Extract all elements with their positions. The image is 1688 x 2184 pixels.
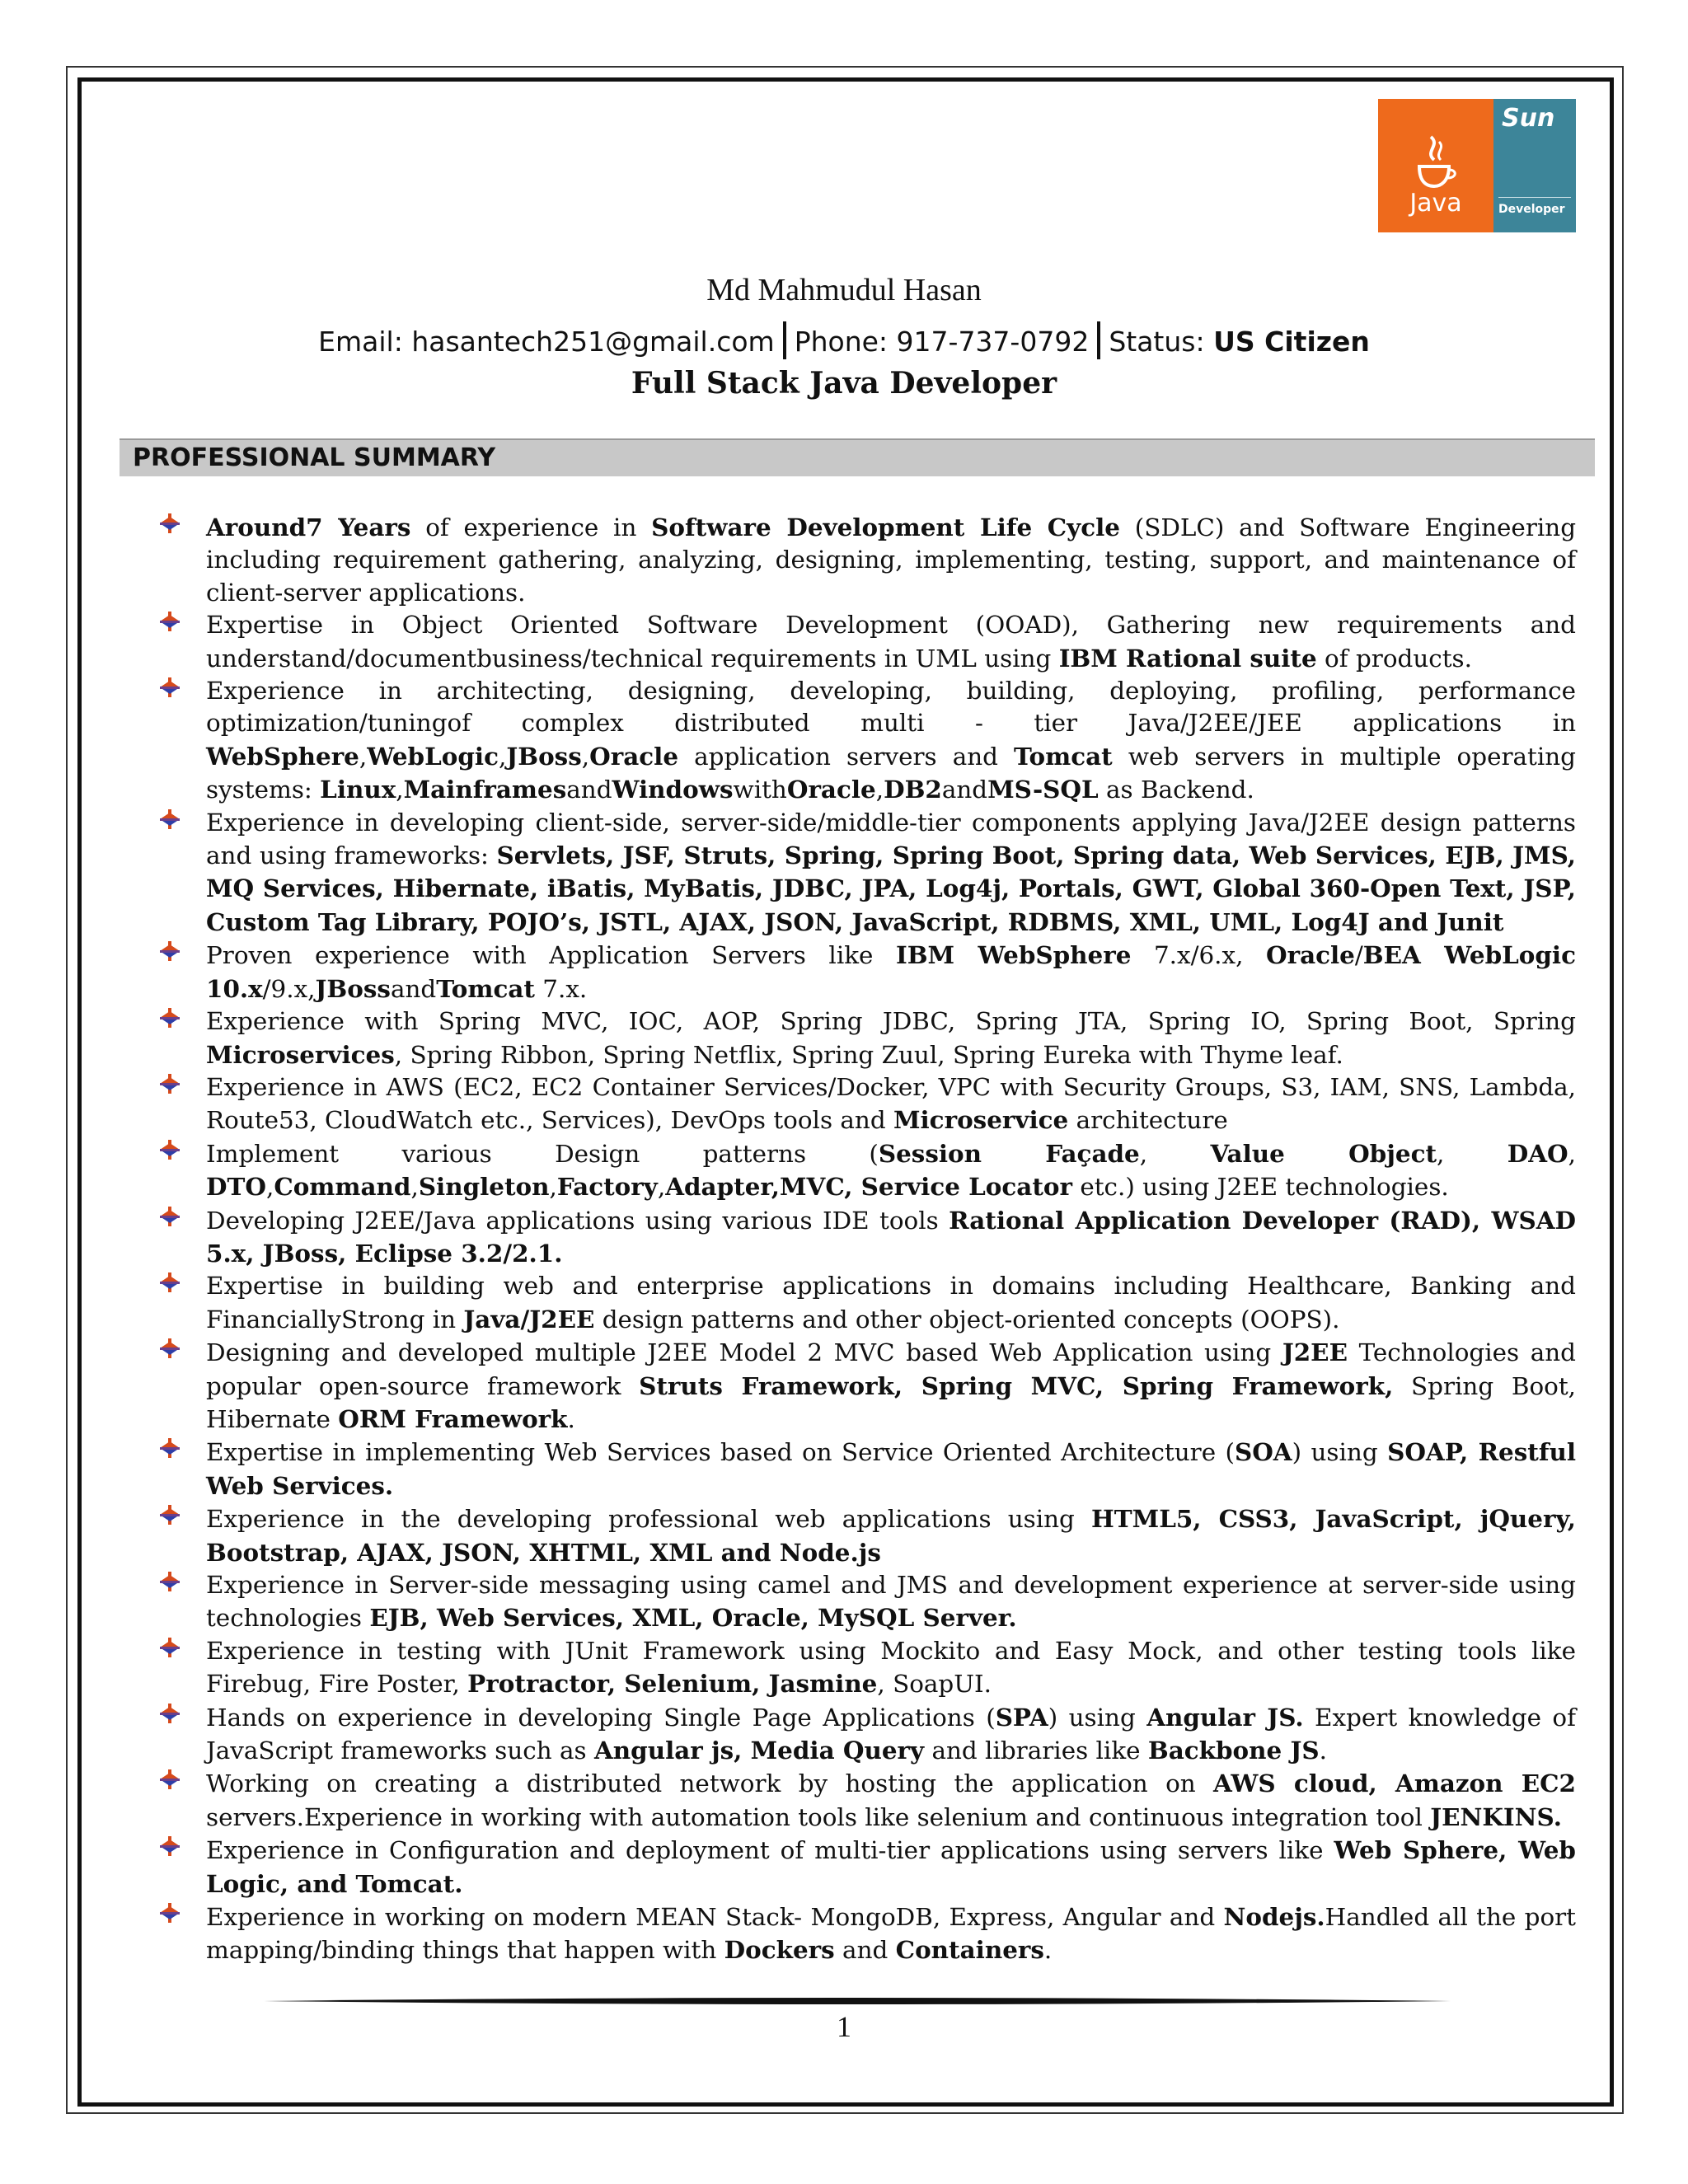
summary-text: Spring Boot, Hibernate [206, 1371, 1576, 1433]
summary-keyword: Java/J2EE [463, 1304, 595, 1333]
summary-keyword: HTML5, CSS3, JavaScript, jQuery, Bootstrap, AJAX, JSON, XHTML, XML and Node.js [206, 1504, 1576, 1567]
summary-keyword: Angular js, Media Query [593, 1736, 925, 1765]
arrow-bullet-icon [158, 610, 181, 633]
summary-keyword: SOA [1234, 1437, 1292, 1467]
summary-keyword: Microservice [893, 1105, 1069, 1135]
candidate-name: Md Mahmudul Hasan [706, 273, 982, 307]
arrow-bullet-icon [158, 1072, 181, 1095]
summary-item [206, 511, 1576, 609]
summary-keyword: BEA WebLogic 10.x [206, 940, 1576, 1003]
summary-item [206, 1336, 1576, 1436]
summary-keyword: AWS cloud, Amazon EC2 [1213, 1769, 1577, 1798]
summary-keyword: Backbone JS [1147, 1736, 1320, 1765]
summary-keyword: MS-SQL [987, 775, 1099, 804]
arrow-bullet-icon [158, 512, 181, 535]
contact-line [0, 321, 1688, 359]
page-number: 1 [837, 2010, 851, 2043]
summary-keyword: Windows [612, 775, 734, 804]
summary-text: , [410, 1173, 419, 1202]
summary-keyword: WebLogic [367, 741, 499, 771]
arrow-bullet-icon [158, 1006, 181, 1029]
summary-keyword: Adapter,MVC, Service Locator [665, 1172, 1073, 1202]
summary-keyword: Tomcat [1014, 741, 1113, 771]
arrow-bullet-icon [158, 1138, 181, 1161]
summary-text: . [1043, 1936, 1053, 1965]
summary-keyword: Session Façade [878, 1138, 1140, 1168]
email-value[interactable]: hasantech251@gmail.com [411, 326, 775, 358]
summary-text: , [498, 742, 507, 771]
summary-keyword: EJB, Web Services, XML, Oracle, MySQL Server. [369, 1603, 1017, 1633]
summary-keyword: WebSphere [206, 741, 359, 771]
summary-text: Hands on experience in developing Single Page Applications ( [206, 1703, 996, 1732]
summary-item [206, 609, 1576, 675]
summary-text: and [390, 974, 437, 1003]
summary-text: , [265, 1173, 274, 1202]
arrow-bullet-icon [158, 676, 181, 699]
summary-keyword: Microservices [206, 1039, 395, 1069]
section-heading-professional-summary: PROFESSIONAL SUMMARY [120, 438, 1595, 476]
summary-keyword: Protractor, Selenium, Jasmine [467, 1669, 878, 1699]
java-wordmark: Java [1409, 189, 1462, 218]
summary-item [206, 1005, 1576, 1071]
status-value: US Citizen [1213, 326, 1370, 358]
summary-text: etc.) using J2EE technologies. [1072, 1173, 1449, 1202]
summary-item [206, 1270, 1576, 1336]
summary-text: . [567, 1404, 575, 1433]
arrow-bullet-icon [158, 1570, 181, 1593]
phone-value[interactable]: 917-737-0792 [896, 326, 1090, 358]
summary-text: Expert knowledge of JavaScript frameworks such as [206, 1703, 1576, 1765]
summary-keyword: DAO [1507, 1138, 1568, 1168]
sun-logo-panel [1493, 99, 1576, 232]
summary-text: and [566, 776, 612, 804]
summary-item [206, 1137, 1576, 1204]
summary-text: Experience in the developing professional web applications using [206, 1505, 1092, 1534]
arrow-bullet-icon [158, 808, 181, 831]
summary-keyword: IBM Rational suite [1058, 643, 1317, 673]
summary-keyword: DTO [206, 1172, 266, 1202]
sun-java-developer-logo [1378, 99, 1576, 232]
summary-keyword: ORM Framework [338, 1404, 568, 1433]
summary-keyword: Web Sphere, Web Logic, and Tomcat. [206, 1835, 1576, 1898]
summary-keyword: Struts Framework, Spring MVC, Spring Framework, [639, 1371, 1394, 1400]
arrow-bullet-icon [158, 940, 181, 963]
summary-item [206, 1834, 1576, 1900]
summary-text: , Spring Ribbon, Spring Netflix, Spring Zuul, Spring Eureka with Thyme leaf. [394, 1040, 1343, 1069]
summary-text: Expertise in Object Oriented Software Development (OOAD), Gathering new requirements and understand/documentbusiness/technical requirements in UML using [206, 611, 1576, 673]
arrow-bullet-icon [158, 1702, 181, 1725]
summary-text: ) using [1292, 1438, 1388, 1467]
summary-item [206, 1204, 1576, 1271]
summary-text: , [657, 1173, 666, 1202]
summary-keyword: Oracle [589, 741, 679, 771]
summary-keyword: Containers [895, 1935, 1044, 1965]
summary-text: , [359, 742, 368, 771]
summary-keyword: Angular JS. [1146, 1702, 1304, 1732]
summary-text: Implement various Design patterns ( [206, 1139, 879, 1168]
summary-item [206, 675, 1576, 807]
summary-text: , [1568, 1139, 1576, 1168]
status-label: Status: [1109, 326, 1214, 358]
summary-text: , [549, 1173, 557, 1202]
summary-keyword: Nodejs. [1223, 1902, 1325, 1932]
summary-text: Experience in developing client-side, server-side/middle-tier components applying Java/J2EE design patterns and using frameworks: [206, 808, 1576, 870]
email-label: Email: [318, 326, 412, 358]
summary-text: of experience in [410, 513, 652, 541]
summary-keyword: Dockers [724, 1935, 835, 1965]
arrow-bullet-icon [158, 1503, 181, 1526]
summary-text: design patterns and other object-oriented concepts (OOPS). [594, 1305, 1340, 1333]
summary-keyword: Mainframes [403, 775, 567, 804]
summary-text: web servers in multiple operating systems: [206, 742, 1576, 804]
summary-text: application servers and [678, 742, 1015, 771]
summary-keyword: Servlets, JSF, Struts, Spring, Spring Boot, Spring data, Web Services, EJB, JMS, MQ Services, Hibernate, iBatis, MyBatis, JDBC, JPA, Log4j, Portals, GWT, Global 360-Open Text, JSP, Custom Tag Library, POJO’s, JSTL, AJAX, JSON, JavaScript, RDBMS, XML, UML, Log4J and Junit [206, 841, 1576, 936]
summary-list [206, 511, 1576, 1967]
summary-text: . [1319, 1736, 1327, 1765]
arrow-bullet-icon [158, 1271, 181, 1294]
summary-keyword: JENKINS. [1430, 1802, 1562, 1831]
summary-text: , [1437, 1139, 1507, 1168]
summary-text: architecture [1068, 1106, 1228, 1135]
summary-keyword: DB2 [884, 775, 942, 804]
summary-keyword: Linux [320, 775, 396, 804]
summary-text: Experience in testing with JUnit Framework using Mockito and Easy Mock, and other testing tools like Firebug, Fire Poster, [206, 1636, 1576, 1699]
summary-text: Working on creating a distributed network by hosting the application on [206, 1769, 1214, 1798]
summary-text: and [941, 776, 988, 804]
sun-wordmark: Sun [1502, 104, 1555, 133]
summary-keyword: Oracle [786, 775, 876, 804]
summary-keyword: Oracle [1265, 940, 1355, 970]
summary-text: Proven experience with Application Servers like [206, 941, 896, 970]
java-cup-icon [1413, 134, 1459, 191]
summary-text: ) using [1048, 1703, 1147, 1732]
summary-text: Experience in Configuration and deployment of multi-tier applications using servers like [206, 1836, 1334, 1865]
summary-keyword: Factory [556, 1172, 658, 1202]
summary-keyword: JBoss [315, 973, 391, 1003]
arrow-bullet-icon [158, 1768, 181, 1791]
summary-keyword: Rational Application Developer (RAD), WSAD 5.x, JBoss, Eclipse 3.2/2.1. [206, 1205, 1576, 1268]
summary-item [206, 807, 1576, 940]
summary-text: and libraries like [924, 1736, 1148, 1765]
contact-separator [783, 321, 786, 359]
summary-text: Technologies and popular open-source framework [206, 1338, 1576, 1400]
summary-text: (SDLC) and Software Engineering including requirement gathering, analyzing, designing, implementing, testing, support, and maintenance of client-server applications. [206, 513, 1577, 607]
summary-item [206, 1900, 1576, 1967]
summary-keyword: Software Development Life Cycle [651, 513, 1121, 541]
summary-item [206, 1635, 1576, 1701]
summary-text: Experience in Server-side messaging using camel and JMS and development experience at server-side using technologies [206, 1571, 1576, 1633]
summary-text: 7.x. [534, 974, 588, 1003]
phone-label: Phone: [794, 326, 897, 358]
summary-text: , [875, 776, 884, 804]
arrow-bullet-icon [158, 1636, 181, 1659]
arrow-bullet-icon [158, 1337, 181, 1360]
summary-text: and [834, 1936, 896, 1965]
footer-divider [264, 1998, 1451, 2004]
summary-text: , SoapUI. [877, 1670, 992, 1699]
summary-keyword: Command [274, 1172, 411, 1202]
summary-item [206, 1436, 1576, 1502]
summary-keyword: Singleton [418, 1172, 550, 1202]
summary-item [206, 1502, 1576, 1569]
summary-keyword: SPA [995, 1702, 1048, 1732]
summary-text: Experience with Spring MVC, IOC, AOP, Spring JDBC, Spring JTA, Spring IO, Spring Boot, Spring [206, 1007, 1576, 1036]
developer-badge-text: Developer [1498, 203, 1565, 216]
summary-keyword: Around7 Years [206, 513, 411, 541]
arrow-bullet-icon [158, 1901, 181, 1924]
arrow-bullet-icon [158, 1436, 181, 1460]
summary-keyword: Value Object [1210, 1138, 1437, 1168]
contact-separator [1097, 321, 1100, 359]
summary-text: of products. [1316, 644, 1472, 673]
arrow-bullet-icon [158, 1205, 181, 1228]
summary-text: Handled all the port mapping/binding things that happen with [206, 1903, 1576, 1965]
summary-keyword: J2EE [1282, 1338, 1348, 1367]
summary-item [206, 1569, 1576, 1635]
summary-item [206, 939, 1576, 1005]
summary-text: Experience in working on modern MEAN Stack- MongoDB, Express, Angular and [206, 1903, 1224, 1932]
summary-text: / [1354, 941, 1363, 970]
summary-keyword: IBM WebSphere [895, 940, 1132, 970]
summary-text: servers.Experience in working with automation tools like selenium and continuous integration tool [206, 1802, 1431, 1831]
summary-item [206, 1701, 1576, 1768]
summary-text: Designing and developed multiple J2EE Model 2 MVC based Web Application using [206, 1338, 1282, 1367]
job-title: Full Stack Java Developer [631, 366, 1057, 401]
summary-keyword: Tomcat [436, 973, 535, 1003]
summary-text: 7.x/6.x, [1131, 941, 1266, 970]
logo-divider [1498, 197, 1571, 198]
summary-item [206, 1767, 1576, 1834]
summary-text: with [733, 776, 787, 804]
summary-text: /9.x, [262, 974, 316, 1003]
summary-item [206, 1071, 1576, 1137]
summary-text: Experience in architecting, designing, developing, building, deploying, profiling, performance optimization/tuningof complex distributed multi - tier Java/J2EE/JEE applications in [206, 677, 1576, 738]
summary-text: Experience in AWS (EC2, EC2 Container Services/Docker, VPC with Security Groups, S3, IAM, SNS, Lambda, Route53, CloudWatch etc., Services), DevOps tools and [206, 1072, 1576, 1135]
summary-text: Developing J2EE/Java applications using various IDE tools [206, 1206, 950, 1235]
summary-text: , [581, 742, 590, 771]
summary-text: Expertise in building web and enterprise applications in domains including Healthcare, Banking and FinanciallyStrong in [206, 1272, 1576, 1333]
arrow-bullet-icon [158, 1835, 181, 1858]
summary-text: Expertise in implementing Web Services based on Service Oriented Architecture ( [206, 1438, 1235, 1467]
summary-text: , [1139, 1139, 1211, 1168]
java-logo-panel [1378, 99, 1493, 232]
summary-text: as Backend. [1098, 776, 1254, 804]
summary-text: , [396, 776, 404, 804]
summary-keyword: SOAP, Restful Web Services. [206, 1437, 1576, 1500]
summary-keyword: JBoss [506, 741, 582, 771]
